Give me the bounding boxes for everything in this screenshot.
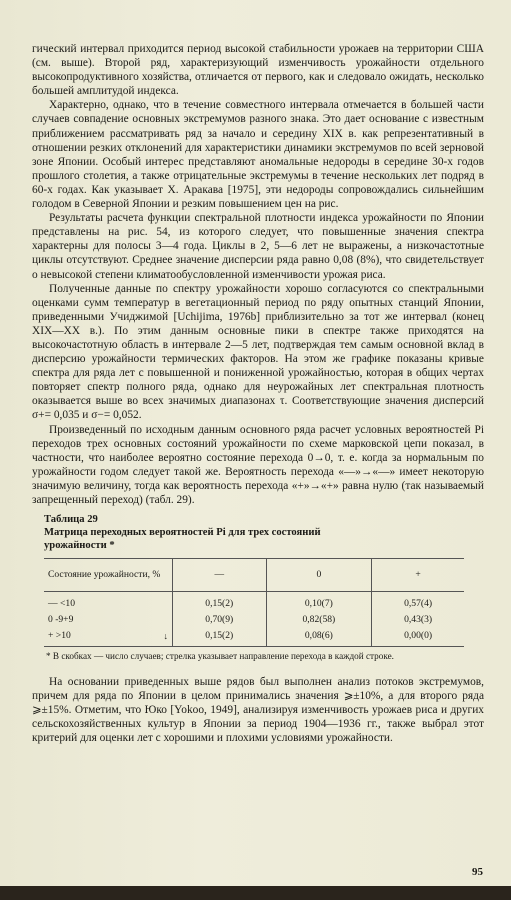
row-label-text: 0 -9+9 bbox=[48, 614, 74, 626]
table-header-state: Состояние урожайности, % bbox=[44, 559, 173, 592]
table-row bbox=[44, 628, 464, 647]
table-cell: 0,10(7) bbox=[266, 592, 372, 613]
table-cell: 0,15(2) bbox=[173, 628, 267, 647]
table-cell: 0,43(3) bbox=[404, 614, 433, 626]
table-header-col: — bbox=[173, 559, 267, 592]
paragraph: Характерно, однако, что в течение совместного интервала отмечается в большей части случаев совпадение основных экстремумов разного знака. Это дает основание с известным приближением рассматривать ряд за начало и середину XIX в. как репрезентативный в отношении резких отклонений для характеристики динамики экстремумов по всей зерновой зоне Японии. Особый интерес представляют аномальные недороды в середине 30-х годов прошлого столетия, а также отрицательные экстремумы в течение нескольких лет подряд в 60-х годах. Как указывает Х. Аракава [1975], эти недороды сопровождались сильнейшим голодом в Северной Японии и резким повышением цен на рис. bbox=[32, 99, 484, 211]
page-bottom-edge bbox=[0, 886, 511, 900]
table-cell: 0,70(9) bbox=[173, 612, 267, 628]
page-text bbox=[32, 42, 484, 745]
page-number: 95 bbox=[472, 866, 483, 878]
table-number: Таблица 29 bbox=[44, 514, 98, 526]
paragraph: гический интервал приходится период высокой стабильности урожаев на территории США (см. выше). Второй ряд, характеризующий изменчивость урожайности отдельного высокопродуктивного хозяйства, отличается от первого, как и следовало ожидать, несколько большей амплитудой индекса. bbox=[32, 43, 484, 98]
table-header-col: + bbox=[372, 559, 464, 592]
row-label-text: — <10 bbox=[48, 598, 75, 610]
table-cell: 0,08(6) bbox=[266, 628, 372, 647]
transition-matrix-table bbox=[44, 558, 464, 647]
table-header-row bbox=[44, 559, 464, 592]
paragraph: Результаты расчета функции спектральной плотности индекса урожайности по Японии представлены на рис. 54, из которого следует, что повышенные значения спектра характерны для полосы 3—4 года. Циклы в 2, 5—6 лет не выражены, а низкочастотные циклы отсутствуют. Среднее значение дисперсии ряда равно 0,08 (8%), что свидетельствует о невысокой степени климатообусловленной изменчивости урожая риса. bbox=[32, 212, 484, 281]
paragraph: На основании приведенных выше рядов был выполнен анализ потоков экстремумов, причем для ряда по Японии в целом принимались значения ⩾±10%, а для второго ряда ⩾±15%. Отметим, что Юко [Yokoo, 1949], анализируя изменчивость урожаев риса и других сельскохозяйственных культур в Японии за период 1904—1936 гг., также выбрал этот критерий для оценки лет с хорошими и плохими условиями урожайности. bbox=[32, 675, 484, 744]
table-row-label bbox=[44, 628, 173, 647]
table-caption bbox=[32, 513, 484, 552]
table-row bbox=[44, 592, 464, 613]
table-header-col: 0 bbox=[266, 559, 372, 592]
table-cell: 0,00(0) bbox=[372, 628, 464, 647]
paragraph: Полученные данные по спектру урожайности хорошо согласуются со спектральными оценками сумм температур в вегетационный период по ряду опытных станций Японии, приведенными Учиджимой [Uchijima, 1976b] приблизительно за тот же интервал (конец XIX—XX в.). По этим данным основные пики в спектре также приходятся на высокочастотную область в интервале 2—5 лет, подтверждая тем самым основной вклад в дисперсию урожайности термических факторов. На этом же графике показаны кривые спектра для ряда лет с повышенной и пониженной урожайностью, которая в общих чертах повторяет спектр полного ряда, однако для неурожайных лет спектральная плотность оказывается выше во всех значимых диапазонах τ. Соответствующие значения дисперсий σ+= 0,035 и σ−= 0,052. bbox=[32, 282, 484, 422]
table-cell: 0,15(2) bbox=[173, 592, 267, 613]
table-row-label bbox=[44, 592, 173, 613]
paragraph: Произведенный по исходным данным основного ряда расчет условных вероятностей Pi переходов трех основных состояний урожайности по схеме марковской цепи показал, в частности, что наиболее вероятно состояние перехода 0→0, т. е. когда за нормальным по урожайности годом следует такой же. Вероятность перехода «—»→«—» имеет некоторую значимую величину, тогда как вероятность перехода «+»→«+» равна нулю (так называемый запрещенный переход) (табл. 29). bbox=[32, 423, 484, 506]
table-cell: 0,82(58) bbox=[266, 612, 372, 628]
arrow-down-icon: ↓ bbox=[163, 631, 168, 642]
table-row bbox=[44, 612, 464, 628]
table-title: Матрица переходных вероятностей Pi для трех состояний урожайности * bbox=[44, 527, 321, 552]
row-label-text: + >10 bbox=[48, 630, 71, 642]
table-footnote: * В скобках — число случаев; стрелка указывает направление перехода в каждой строке. bbox=[46, 651, 394, 662]
table-cell: 0,57(4) bbox=[404, 598, 433, 610]
table-row-label bbox=[44, 612, 173, 628]
